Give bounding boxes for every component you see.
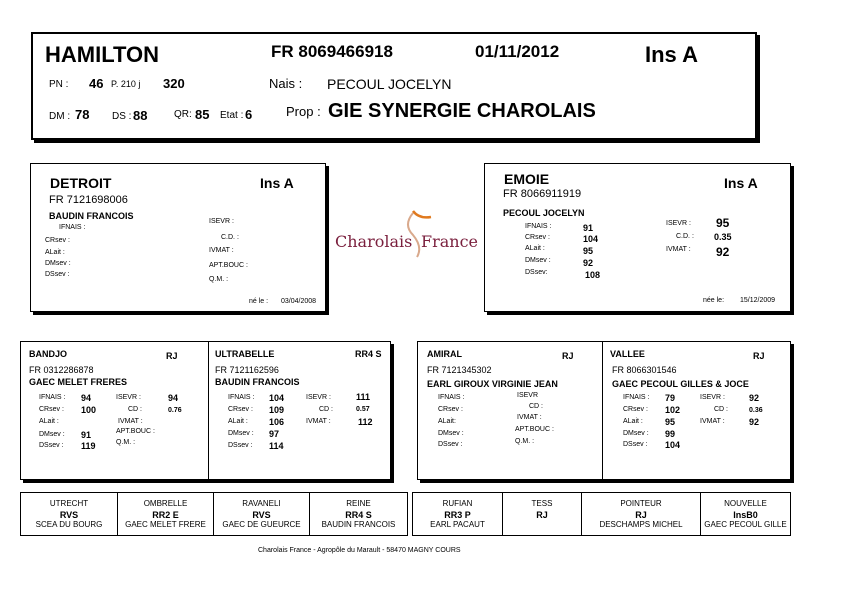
gp3-r1: ISEVR [517, 392, 539, 399]
qr-label: QR: [174, 109, 192, 120]
nais-value: PECOUL JOCELYN [327, 76, 452, 92]
ggp1-name: UTRECHT [49, 499, 89, 508]
gp3-name: AMIRAL [427, 349, 462, 359]
dam-born-label: née le: [703, 297, 725, 304]
gp2-rv3: 112 [358, 417, 373, 427]
gp3-l5: DSsev : [438, 441, 463, 448]
gp2-r1: ISEVR : [306, 394, 331, 401]
dm-label: DM : [49, 111, 71, 122]
gp4-r1: ISEVR : [700, 394, 725, 401]
ggp3-status: RVS [252, 510, 271, 520]
gp4-number: FR 8066301546 [612, 365, 677, 375]
gp1-r1: ISEVR : [116, 394, 141, 401]
gp4-v1: 79 [665, 393, 676, 403]
gp1-r3: IVMAT : [118, 418, 143, 425]
gp3-status: RJ [562, 351, 574, 361]
gp1-v5: 119 [81, 441, 96, 451]
ggp-card-5 [413, 493, 503, 535]
gp1-v4: 91 [81, 430, 92, 440]
sire-label-aptbouc: APT.BOUC : [209, 262, 248, 269]
charolais-france-logo [333, 205, 478, 265]
ggp-card-3 [214, 493, 310, 535]
dam-name: EMOIE [504, 171, 550, 187]
gp2-l5: DSsev : [228, 442, 253, 449]
animal-name: HAMILTON [45, 42, 160, 67]
prop-value: GIE SYNERGIE CHAROLAIS [328, 100, 596, 122]
gp4-breeder: GAEC PECOUL GILLES & JOCE [612, 379, 749, 389]
sire-label-ifnais: IFNAIS : [59, 224, 86, 231]
gp4-l1: IFNAIS : [623, 394, 650, 401]
gp4-l5: DSsev : [623, 441, 648, 448]
p210-label: P. 210 j [111, 79, 141, 89]
sire-label-isevr: ISEVR : [209, 218, 234, 225]
sire-number: FR 7121698006 [49, 194, 128, 206]
great-grandparents-left [20, 492, 408, 536]
ggp8-status: InsB0 [733, 510, 758, 520]
gp2-number: FR 7121162596 [215, 365, 279, 375]
dam-value-dmsev: 92 [583, 258, 594, 268]
dam-value-ivmat: 92 [716, 245, 730, 259]
gp4-v4: 99 [665, 429, 676, 439]
gp4-r3: IVMAT : [700, 418, 725, 425]
gp3-number: FR 7121345302 [427, 365, 492, 375]
gp2-v3: 106 [269, 417, 285, 427]
ggp-card-7 [582, 493, 701, 535]
dam-value-isevr: 95 [716, 216, 730, 230]
great-grandparents-right [412, 492, 791, 536]
logo-text-left: Charolais [335, 232, 413, 251]
ggp8-name: NOUVELLE [724, 499, 767, 508]
footer-address: Charolais France - Agropôle du Marault - 58470 MAGNY COURS [258, 547, 461, 554]
grandparent-card-1 [21, 342, 209, 479]
gp3-l2: CRsev : [438, 406, 463, 413]
ggp-card-8 [701, 493, 790, 535]
dam-label-crsev: CRsev : [525, 234, 550, 241]
animal-header [31, 32, 757, 140]
gp2-v2: 109 [269, 405, 285, 415]
ggp7-name: POINTEUR [620, 499, 662, 508]
gp2-rv2: 0.57 [356, 406, 370, 413]
ggp5-status: RR3 P [444, 510, 471, 520]
gp2-l2: CRsev : [228, 406, 253, 413]
gp4-v2: 102 [665, 405, 681, 415]
gp1-r2: CD : [128, 406, 142, 413]
gp3-r5: Q.M. : [515, 438, 535, 445]
qr-value: 85 [195, 107, 210, 122]
gp1-v2: 100 [81, 405, 97, 415]
etat-value: 6 [245, 107, 253, 122]
gp3-r3: IVMAT : [517, 414, 542, 421]
gp2-v4: 97 [269, 429, 280, 439]
gp4-status: RJ [753, 351, 765, 361]
gp2-r3: IVMAT : [306, 418, 331, 425]
ggp6-status: RJ [536, 510, 548, 520]
etat-label: Etat : [220, 110, 244, 121]
animal-status: Ins A [645, 42, 698, 67]
sire-breeder: BAUDIN FRANCOIS [49, 211, 134, 221]
sire-card [30, 163, 326, 312]
pn-value: 46 [89, 76, 104, 91]
sire-status: Ins A [260, 175, 294, 191]
gp2-l3: ALait : [228, 418, 248, 425]
ds-value: 88 [133, 108, 148, 123]
gp1-l2: CRsev : [39, 406, 64, 413]
dam-value-dssev: 108 [585, 270, 601, 280]
gp2-l4: DMsev : [228, 430, 254, 437]
gp2-l1: IFNAIS : [228, 394, 255, 401]
dam-status: Ins A [724, 175, 758, 191]
grandparents-right [417, 341, 791, 480]
gp2-status: RR4 S [355, 349, 382, 359]
gp2-v5: 114 [269, 441, 284, 451]
dam-label-alait: ALait : [525, 245, 545, 252]
sire-born-date: 03/04/2008 [281, 298, 317, 305]
gp1-l1: IFNAIS : [39, 394, 66, 401]
gp1-rv1: 94 [168, 393, 179, 403]
animal-number: FR 8069466918 [271, 42, 393, 61]
nais-label: Nais : [269, 76, 303, 91]
ggp6-name: TESS [531, 499, 553, 508]
ggp4-breeder: BAUDIN FRANCOIS [321, 520, 396, 529]
sire-label-alait: ALait : [45, 249, 65, 256]
gp3-r2: CD : [529, 403, 543, 410]
gp2-name: ULTRABELLE [215, 349, 275, 359]
grandparents-left [20, 341, 391, 480]
gp1-rv2: 0.76 [168, 407, 182, 414]
gp4-rv2: 0.36 [749, 407, 763, 414]
gp1-r4: APT.BOUC : [116, 428, 155, 435]
ggp8-breeder: GAEC PECOUL GILLE [704, 520, 787, 529]
gp4-l3: ALait : [623, 418, 643, 425]
sire-label-ivmat: IVMAT : [209, 247, 234, 254]
sire-label-cd: C.D. : [221, 234, 239, 241]
animal-date: 01/11/2012 [475, 42, 560, 61]
gp4-rv3: 92 [749, 417, 760, 427]
gp2-r2: CD : [319, 406, 333, 413]
gp1-v1: 94 [81, 393, 92, 403]
p210-value: 320 [163, 76, 185, 91]
gp1-l3: ALait : [39, 418, 59, 425]
gp4-rv1: 92 [749, 393, 760, 403]
dam-label-isevr: ISEVR : [666, 220, 691, 227]
ggp2-breeder: GAEC MELET FRERE [125, 520, 206, 529]
gp1-l4: DMsev : [39, 431, 65, 438]
ggp1-status: RVS [59, 510, 79, 520]
ggp2-status: RR2 E [152, 510, 179, 520]
gp3-l1: IFNAIS : [438, 394, 465, 401]
grandparent-card-2 [209, 342, 390, 479]
pn-label: PN : [49, 79, 69, 90]
dam-label-ivmat: IVMAT : [666, 246, 691, 253]
gp3-l3: ALait: [438, 418, 456, 425]
dam-number: FR 8066911919 [503, 188, 582, 200]
dam-card [484, 163, 791, 312]
dam-value-crsev: 104 [583, 234, 599, 244]
ds-label: DS : [112, 111, 132, 122]
dam-label-ifnais: IFNAIS : [525, 223, 552, 230]
ggp1-breeder: SCEA DU BOURG [35, 520, 103, 529]
dam-label-dssev: DSsev: [525, 269, 548, 276]
dam-label-cd: C.D. : [676, 233, 694, 240]
dam-breeder: PECOUL JOCELYN [503, 208, 585, 218]
ggp3-breeder: GAEC DE GUEURCE [222, 520, 301, 529]
gp2-rv1: 111 [356, 392, 371, 402]
ggp4-name: REINE [346, 499, 371, 508]
gp4-v5: 104 [665, 440, 681, 450]
grandparent-card-3 [418, 342, 603, 479]
sire-label-dssev: DSsev : [45, 271, 70, 278]
gp1-status: RJ [166, 351, 178, 361]
gp4-l2: CRsev : [623, 406, 648, 413]
ggp5-breeder: EARL PACAUT [430, 520, 485, 529]
sire-born-label: né le : [249, 298, 269, 305]
sire-name: DETROIT [50, 175, 112, 191]
ggp-card-1 [21, 493, 118, 535]
ggp2-name: OMBRELLE [143, 499, 188, 508]
gp1-breeder: GAEC MELET FRERES [29, 377, 128, 387]
ggp-card-6 [503, 493, 582, 535]
gp4-l4: DMsev : [623, 430, 649, 437]
ggp7-status: RJ [635, 510, 647, 520]
dam-value-alait: 95 [583, 246, 594, 256]
ggp4-status: RR4 S [345, 510, 372, 520]
dam-born-date: 15/12/2009 [740, 297, 776, 304]
grandparent-card-4 [603, 342, 790, 479]
gp4-v3: 95 [665, 417, 676, 427]
ggp-card-4 [310, 493, 407, 535]
dam-label-dmsev: DMsev : [525, 257, 551, 264]
gp1-number: FR 0312286878 [29, 365, 94, 375]
sire-label-qm: Q.M. : [209, 276, 229, 283]
gp2-breeder: BAUDIN FRANCOIS [215, 377, 300, 387]
gp3-l4: DMsev : [438, 430, 464, 437]
gp1-r5: Q.M. : [116, 439, 136, 446]
gp3-breeder: EARL GIROUX VIRGINIE JEAN [427, 379, 558, 389]
logo-text-right: France [421, 232, 479, 251]
gp3-r4: APT.BOUC : [515, 426, 554, 433]
prop-label: Prop : [286, 104, 321, 119]
gp1-l5: DSsev : [39, 442, 64, 449]
ggp3-name: RAVANELI [242, 499, 281, 508]
ggp7-breeder: DESCHAMPS MICHEL [599, 520, 683, 529]
gp2-v1: 104 [269, 393, 285, 403]
sire-label-crsev: CRsev : [45, 237, 70, 244]
ggp-card-2 [118, 493, 214, 535]
dm-value: 78 [75, 107, 90, 122]
gp4-name: VALLEE [610, 349, 645, 359]
ggp5-name: RUFIAN [442, 499, 473, 508]
gp4-r2: CD : [714, 406, 728, 413]
gp1-name: BANDJO [29, 349, 68, 359]
dam-value-ifnais: 91 [583, 223, 594, 233]
dam-value-cd: 0.35 [714, 232, 732, 242]
sire-label-dmsev: DMsev : [45, 260, 71, 267]
